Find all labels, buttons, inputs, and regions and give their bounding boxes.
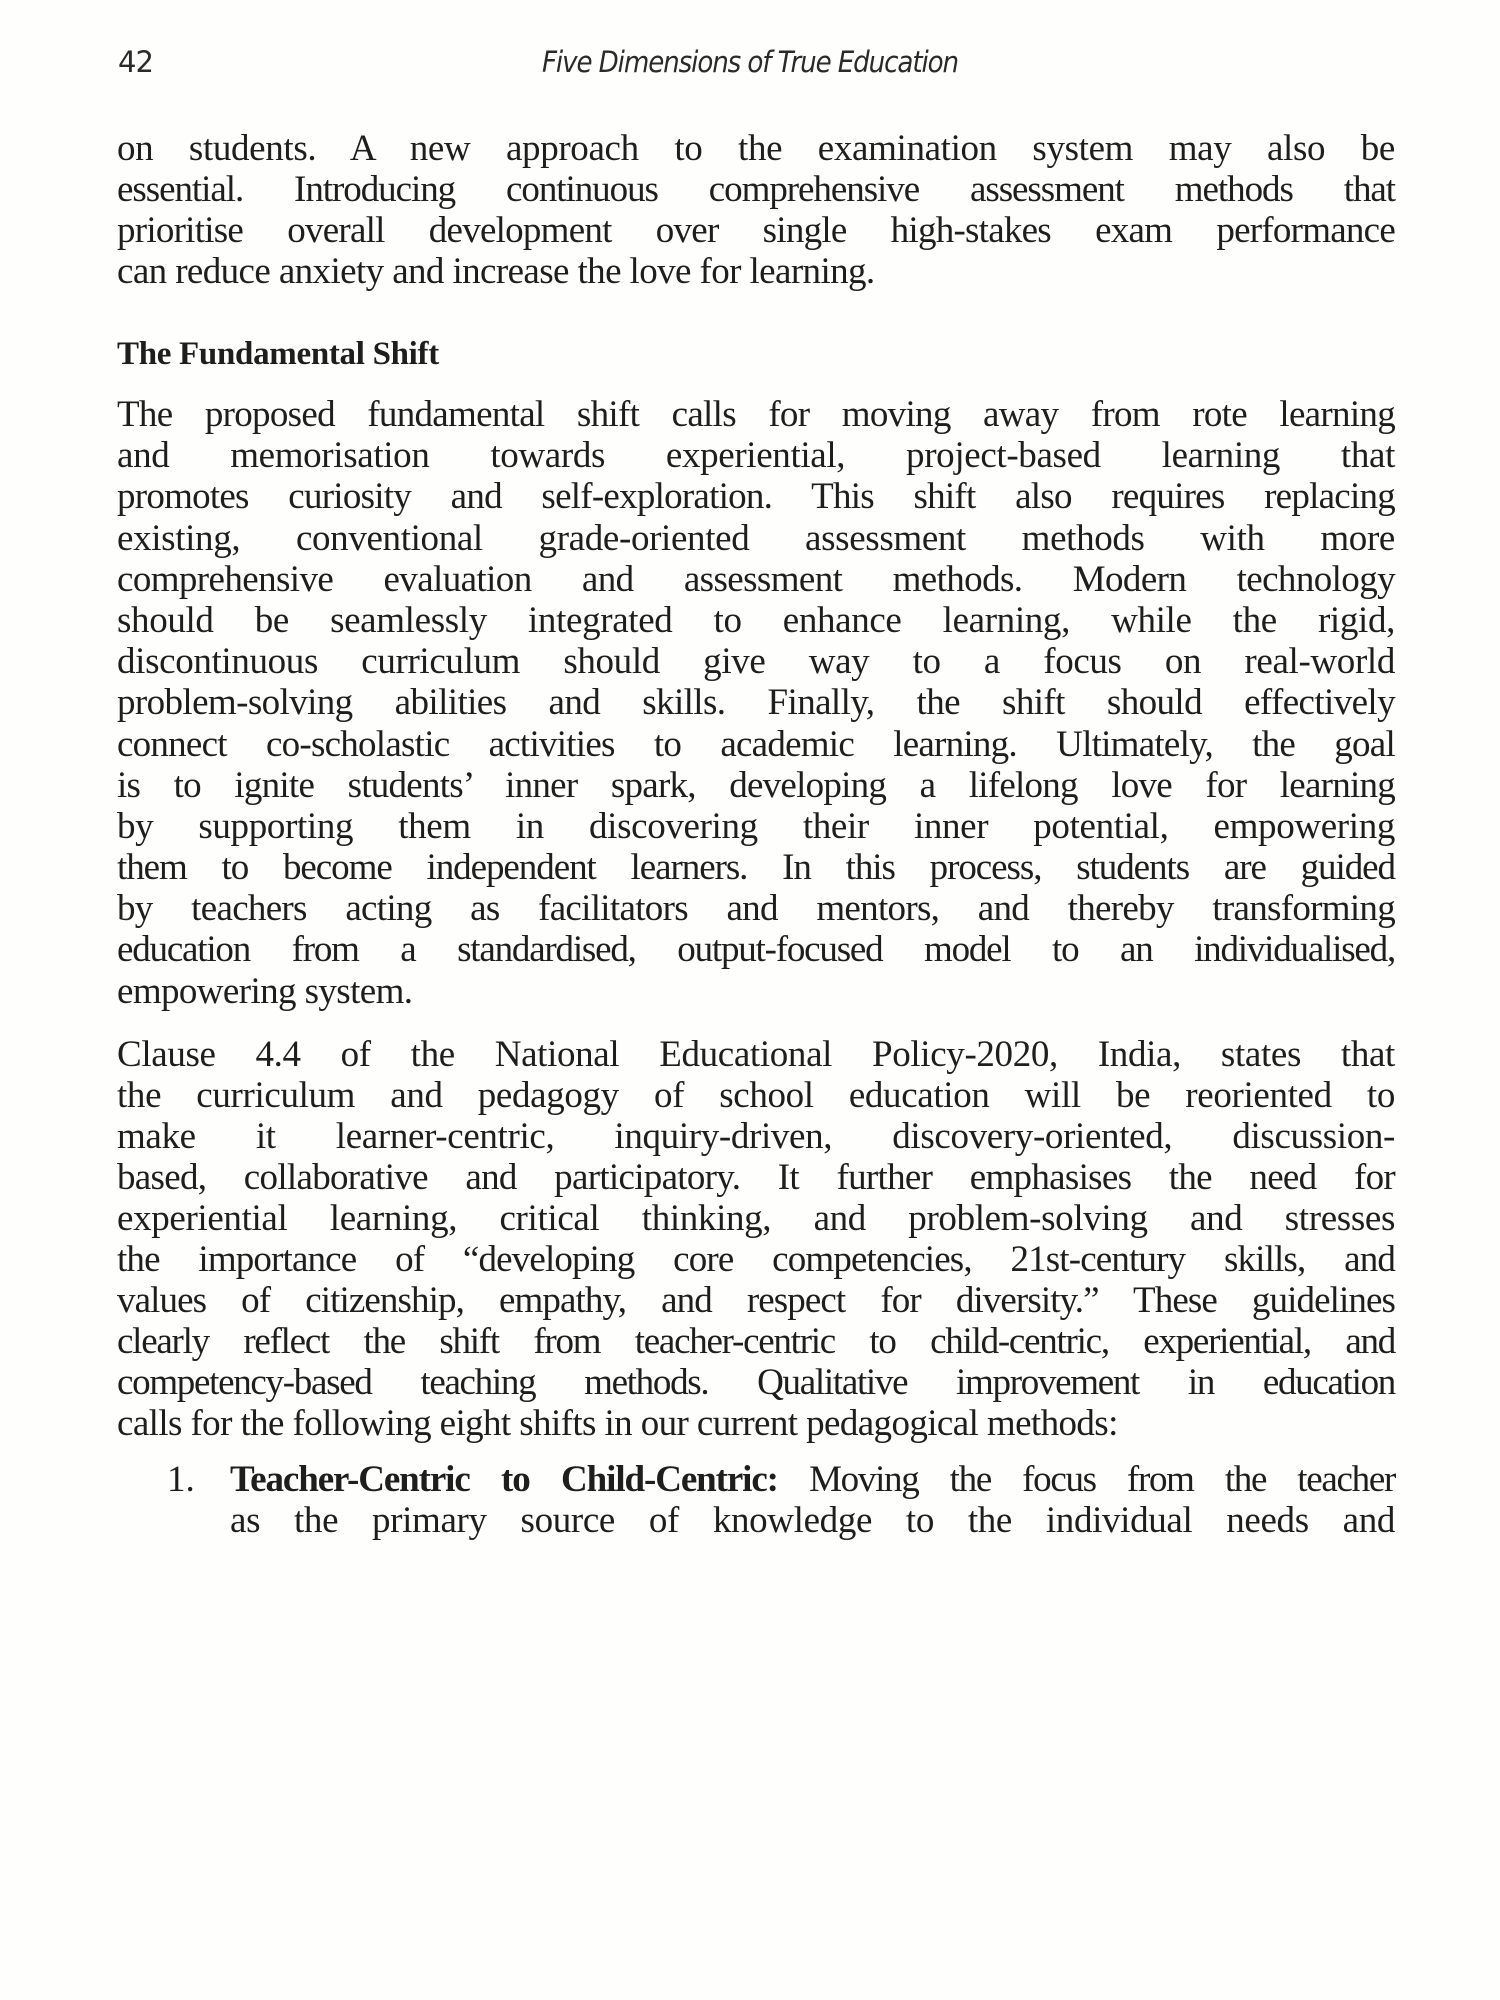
text-line: essential. Introducing continuous comprehensive assessment methods that [117,169,1395,210]
text-line: and memorisation towards experiential, project-based learning that [117,435,1395,476]
list-item-continuation: as the primary source of knowledge to the individual needs and [230,1500,1395,1541]
text-line: prioritise overall development over single high-stakes exam performance [117,210,1395,251]
section-heading: The Fundamental Shift [117,336,439,372]
text-line: Clause 4.4 of the National Educational Policy-2020, India, states that [117,1034,1395,1075]
text-line: discontinuous curriculum should give way to a focus on real-world [117,641,1395,682]
list-item-line [230,1459,1395,1500]
text-line: problem-solving abilities and skills. Finally, the shift should effectively [117,682,1395,723]
page-number: 42 [118,45,153,79]
running-header [0,45,1500,85]
text-line: clearly reflect the shift from teacher-centric to child-centric, experiential, and [117,1321,1395,1362]
text-line: experiential learning, critical thinking, and problem-solving and stresses [117,1198,1395,1239]
text-line: on students. A new approach to the examination system may also be [117,128,1395,169]
text-line: promotes curiosity and self-exploration. This shift also requires replacing [117,476,1395,517]
text-line: empowering system. [117,971,413,1012]
book-title: Five Dimensions of True Education [542,45,958,79]
text-line: values of citizenship, empathy, and respect for diversity.” These guidelines [117,1280,1395,1321]
text-line: comprehensive evaluation and assessment methods. Modern technology [117,559,1395,600]
list-item-term: Teacher-Centric to Child-Centric: [230,1459,778,1500]
text-line: based, collaborative and participatory. It further emphasises the need for [117,1157,1395,1198]
text-line: should be seamlessly integrated to enhance learning, while the rigid, [117,600,1395,641]
list-item-text: Moving the focus from the teacher [809,1459,1395,1500]
text-line: the curriculum and pedagogy of school education will be reoriented to [117,1075,1395,1116]
text-line: The proposed fundamental shift calls for moving away from rote learning [117,394,1395,435]
text-line: the importance of “developing core competencies, 21st-century skills, and [117,1239,1395,1280]
list-item-number: 1. [167,1459,195,1500]
text-line: education from a standardised, output-focused model to an individualised, [117,929,1395,970]
text-line: existing, conventional grade-oriented assessment methods with more [117,518,1395,559]
text-line: by teachers acting as facilitators and mentors, and thereby transforming [117,888,1395,929]
text-line: connect co-scholastic activities to academic learning. Ultimately, the goal [117,724,1395,765]
text-line: them to become independent learners. In this process, students are guided [117,847,1395,888]
text-line: by supporting them in discovering their inner potential, empowering [117,806,1395,847]
text-line: make it learner-centric, inquiry-driven, discovery-oriented, discussion- [117,1116,1395,1157]
text-line: calls for the following eight shifts in our current pedagogical methods: [117,1403,1118,1444]
text-line: can reduce anxiety and increase the love for learning. [117,251,875,292]
text-line: is to ignite students’ inner spark, developing a lifelong love for learning [117,765,1395,806]
text-line: competency-based teaching methods. Qualitative improvement in education [117,1362,1395,1403]
